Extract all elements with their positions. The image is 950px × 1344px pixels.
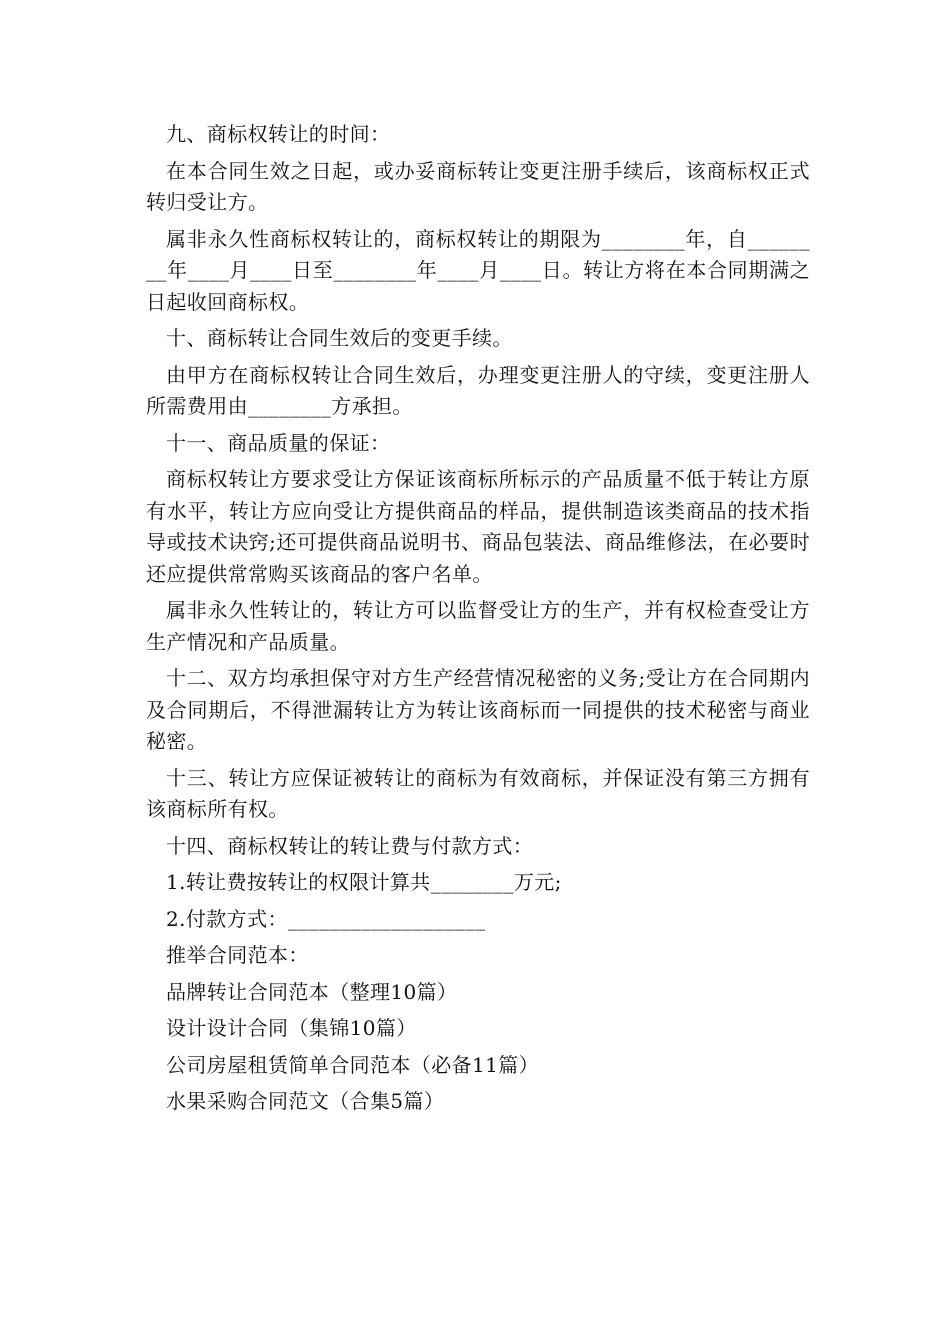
section-13-text: 十三、转让方应保证被转让的商标为有效商标，并保证没有第三方拥有该商标所有权。 — [146, 765, 810, 821]
recommended-link-1[interactable]: 品牌转让合同范本（整理10篇） — [166, 979, 458, 1004]
section-11-heading: 十一、商品质量的保证： — [166, 430, 391, 455]
section-14-heading: 十四、商标权转让的转让费与付款方式： — [166, 833, 534, 858]
recommended-link-3[interactable]: 公司房屋租赁简单合同范本（必备11篇） — [166, 1052, 540, 1077]
section-14-item-2: 2.付款方式：___________________ — [166, 906, 486, 931]
recommended-heading: 推举合同范本： — [166, 943, 309, 967]
section-11-quality-text: 商标权转让方要求受让方保证该商标所标示的产品质量不低于转让方原有水平，转让方应向受让方提供商品的样品，提供制造该类商品的技术指导或技术诀窍;还可提供商品说明书、商品包装法、商品维修法，在必要时还应提供常常购买该商品的客户名单。 — [146, 467, 810, 586]
section-14-item-1: 1.转让费按转让的权限计算共________万元; — [166, 870, 562, 894]
section-9-heading: 九、商标权转让的时间： — [166, 122, 391, 146]
section-10-text: 由甲方在商标权转让合同生效后，办理变更注册人的守续，变更注册人所需费用由________方承担。 — [146, 362, 810, 418]
section-12-text: 十二、双方均承担保守对方生产经营情况秘密的义务;受让方在合同期内及合同期后，不得泄漏转让方为转让该商标而一同提供的技术秘密与商业秘密。 — [146, 666, 810, 753]
section-9-term-text: 属非永久性商标权转让的，商标权转让的期限为________年，自________年____月____日至________年____月____日。转让方将在本合同期满之日起收回商标权。 — [146, 226, 810, 314]
section-11-supervision-text: 属非永久性转让的，转让方可以监督受让方的生产，并有权检查受让方生产情况和产品质量。 — [146, 598, 810, 654]
recommended-link-4[interactable]: 水果采购合同范文（合集5篇） — [166, 1089, 445, 1113]
recommended-link-2[interactable]: 设计设计合同（集锦10篇） — [166, 1016, 417, 1040]
section-9-effective-text: 在本合同生效之日起，或办妥商标转让变更注册手续后，该商标权正式转归受让方。 — [146, 158, 810, 214]
document-page — [146, 119, 810, 1118]
section-10-heading: 十、商标转让合同生效后的变更手续。 — [166, 326, 513, 350]
